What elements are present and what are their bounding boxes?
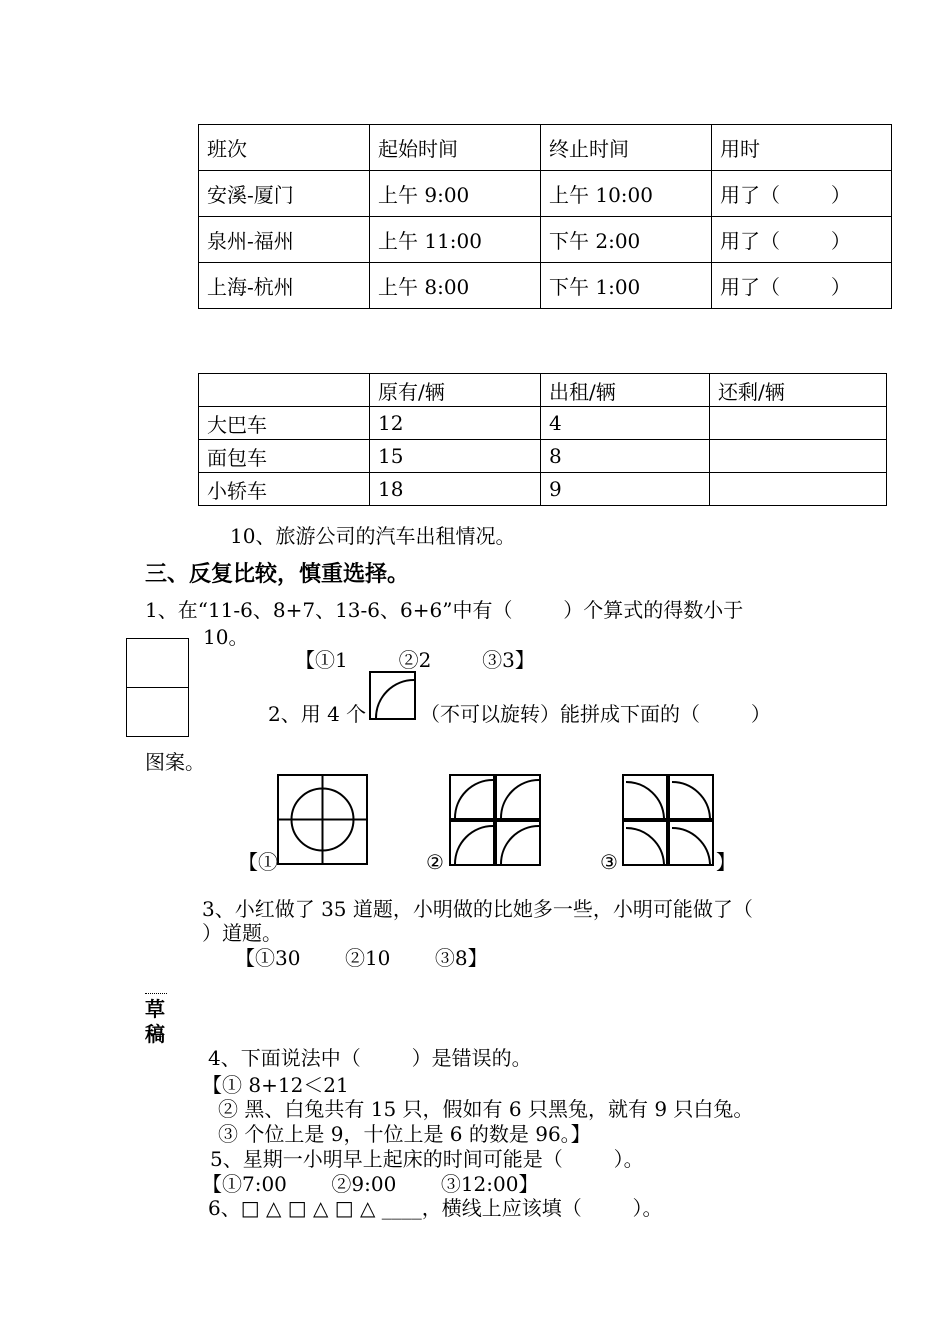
table-header-cell: 出租/辆 (541, 374, 710, 407)
table-cell: 4 (541, 407, 710, 440)
table-row (199, 440, 887, 473)
pattern-option-1-figure (277, 774, 369, 866)
table-row (199, 263, 892, 309)
pattern-option-2-figure (449, 774, 543, 868)
question-4-text: 4、下面说法中（ ）是错误的。 (208, 1046, 532, 1070)
table-header-row (199, 125, 892, 171)
question-4-option-3: ③ 个位上是 9，十位上是 6 的数是 96。】 (218, 1122, 591, 1146)
question-1-options: 【①1 ②2 ③3】 (295, 648, 535, 672)
table-cell: 15 (370, 440, 541, 473)
table-cell: 大巴车 (199, 407, 370, 440)
question-5-text: 5、星期一小明早上起床的时间可能是（ ）。 (210, 1147, 644, 1171)
pattern-option-1-label: 【① (238, 850, 278, 874)
table-cell (710, 407, 887, 440)
pattern-options-close: 】 (716, 850, 736, 874)
table-cell (710, 440, 887, 473)
table-header-cell: 用时 (712, 125, 892, 171)
table-header-cell: 班次 (199, 125, 370, 171)
table-cell: 泉州-福州 (199, 217, 370, 263)
question-10-caption: 10、旅游公司的汽车出租情况。 (230, 524, 516, 548)
table-cell: 8 (541, 440, 710, 473)
table-row (199, 407, 887, 440)
table-cell: 上午 11:00 (370, 217, 541, 263)
car-rental-table (198, 373, 887, 506)
question-2-text: 2、用 4 个 (268, 702, 367, 726)
table-cell: 面包车 (199, 440, 370, 473)
table-cell: 12 (370, 407, 541, 440)
table-header-row (199, 374, 887, 407)
question-3-text-cont: ）道题。 (202, 921, 282, 945)
table-cell: 下午 1:00 (541, 263, 712, 309)
table-header-cell: 还剩/辆 (710, 374, 887, 407)
table-cell: 用了（ ） (712, 171, 892, 217)
table-row (199, 171, 892, 217)
pattern-option-3-figure (622, 774, 716, 868)
table-header-cell (199, 374, 370, 407)
question-4-option-2: ② 黑、白兔共有 15 只，假如有 6 只黑兔，就有 9 只白兔。 (218, 1097, 754, 1121)
draft-label-2: 稿 (145, 1022, 165, 1046)
section-3-title: 三、反复比较，慎重选择。 (145, 562, 410, 587)
table-cell: 上海-杭州 (199, 263, 370, 309)
table-cell: 9 (541, 473, 710, 506)
question-5-options: 【①7:00 ②9:00 ③12:00】 (202, 1172, 539, 1196)
pattern-option-2-label: ② (426, 850, 444, 874)
table-row (199, 473, 887, 506)
divider (127, 687, 188, 688)
question-1-text: 1、在“11-6、8+7、13-6、6+6”中有（ ）个算式的得数小于 (145, 598, 744, 622)
table-cell: 下午 2:00 (541, 217, 712, 263)
question-3-options: 【①30 ②10 ③8】 (235, 946, 488, 970)
table-cell: 上午 10:00 (541, 171, 712, 217)
table-header-cell: 原有/辆 (370, 374, 541, 407)
pattern-option-3-label: ③ (600, 850, 618, 874)
table-cell: 安溪-厦门 (199, 171, 370, 217)
table-cell (710, 473, 887, 506)
table-cell: 上午 8:00 (370, 263, 541, 309)
table-cell: 小轿车 (199, 473, 370, 506)
question-6-text: 6、□ △ □ △ □ △ ____，横线上应该填（ ）。 (208, 1196, 663, 1220)
table-cell: 上午 9:00 (370, 171, 541, 217)
divider (145, 993, 167, 994)
table-header-cell: 起始时间 (370, 125, 541, 171)
question-3-text: 3、小红做了 35 道题，小明做的比她多一些，小明可能做了（ (202, 897, 753, 921)
question-2-text-cont: （不可以旋转）能拼成下面的（ ） (420, 702, 771, 726)
question-2-text-end: 图案。 (145, 750, 205, 774)
table-row (199, 217, 892, 263)
table-cell: 18 (370, 473, 541, 506)
bus-schedule-table (198, 124, 892, 309)
question-1-text-cont: 10。 (203, 625, 249, 649)
answer-box-stack (126, 638, 189, 737)
table-cell: 用了（ ） (712, 263, 892, 309)
table-cell: 用了（ ） (712, 217, 892, 263)
draft-label-1: 草 (145, 997, 165, 1021)
question-4-option-1: 【① 8+12＜21 (202, 1073, 349, 1097)
quarter-arc-tile-icon (369, 671, 417, 721)
table-header-cell: 终止时间 (541, 125, 712, 171)
